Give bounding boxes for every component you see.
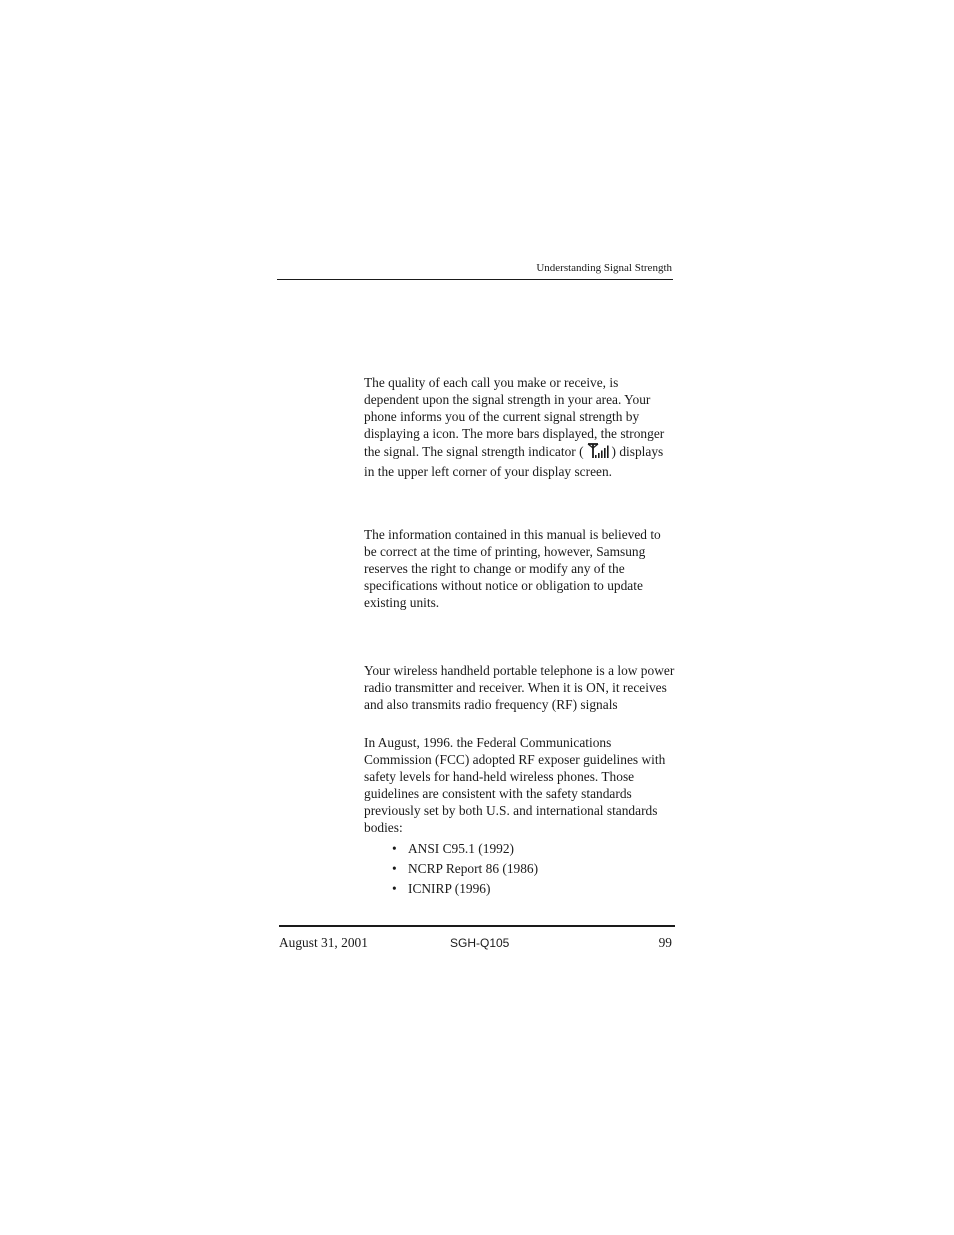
rf-intro-text: Your wireless handheld portable telephone is a low power radio transmitter and receiver. When it is ON, it receives and also transmits radio frequency (RF) signals [364, 663, 675, 713]
bullet-icon: • [392, 861, 397, 876]
signal-strength-paragraph [364, 374, 676, 481]
bullet-icon: • [392, 881, 397, 896]
standards-list [392, 839, 538, 899]
list-item: • ANSI C95.1 (1992) [392, 839, 538, 859]
signal-strength-icon [586, 442, 610, 463]
header-rule [277, 279, 673, 280]
list-item: • NCRP Report 86 (1986) [392, 859, 538, 879]
bullet-icon: • [392, 841, 397, 856]
disclaimer-text: The information contained in this manual is believed to be correct at the time of printing, however, Samsung reserves the right to change or modify any of the specifications without notice or obligation to update existing units. [364, 527, 661, 611]
running-header: Understanding Signal Strength [536, 262, 672, 274]
footer-rule [279, 925, 675, 927]
disclaimer-paragraph [364, 526, 676, 611]
fcc-paragraph [364, 734, 676, 837]
footer-date: August 31, 2001 [279, 935, 368, 950]
signal-text-after-icon: ) displays in the upper left corner of your display screen. [364, 444, 664, 480]
list-item: • ICNIRP (1996) [392, 879, 538, 899]
fcc-text: In August, 1996. the Federal Communications Commission (FCC) adopted RF exposer guidelines with safety levels for hand-held wireless phones. Those guidelines are consistent with the safety standards previously set by both U.S. and international standards bodies: [364, 735, 666, 836]
signal-text-before-icon: The quality of each call you make or receive, is dependent upon the signal strength in your area. Your phone informs you of the current signal strength by displaying a icon. The more bars displayed, the stronger the signal. The signal strength indicator ( [364, 375, 665, 460]
page-number: 99 [658, 935, 672, 950]
rf-intro-paragraph [364, 662, 676, 713]
footer-model: SGH-Q105 [450, 936, 510, 950]
